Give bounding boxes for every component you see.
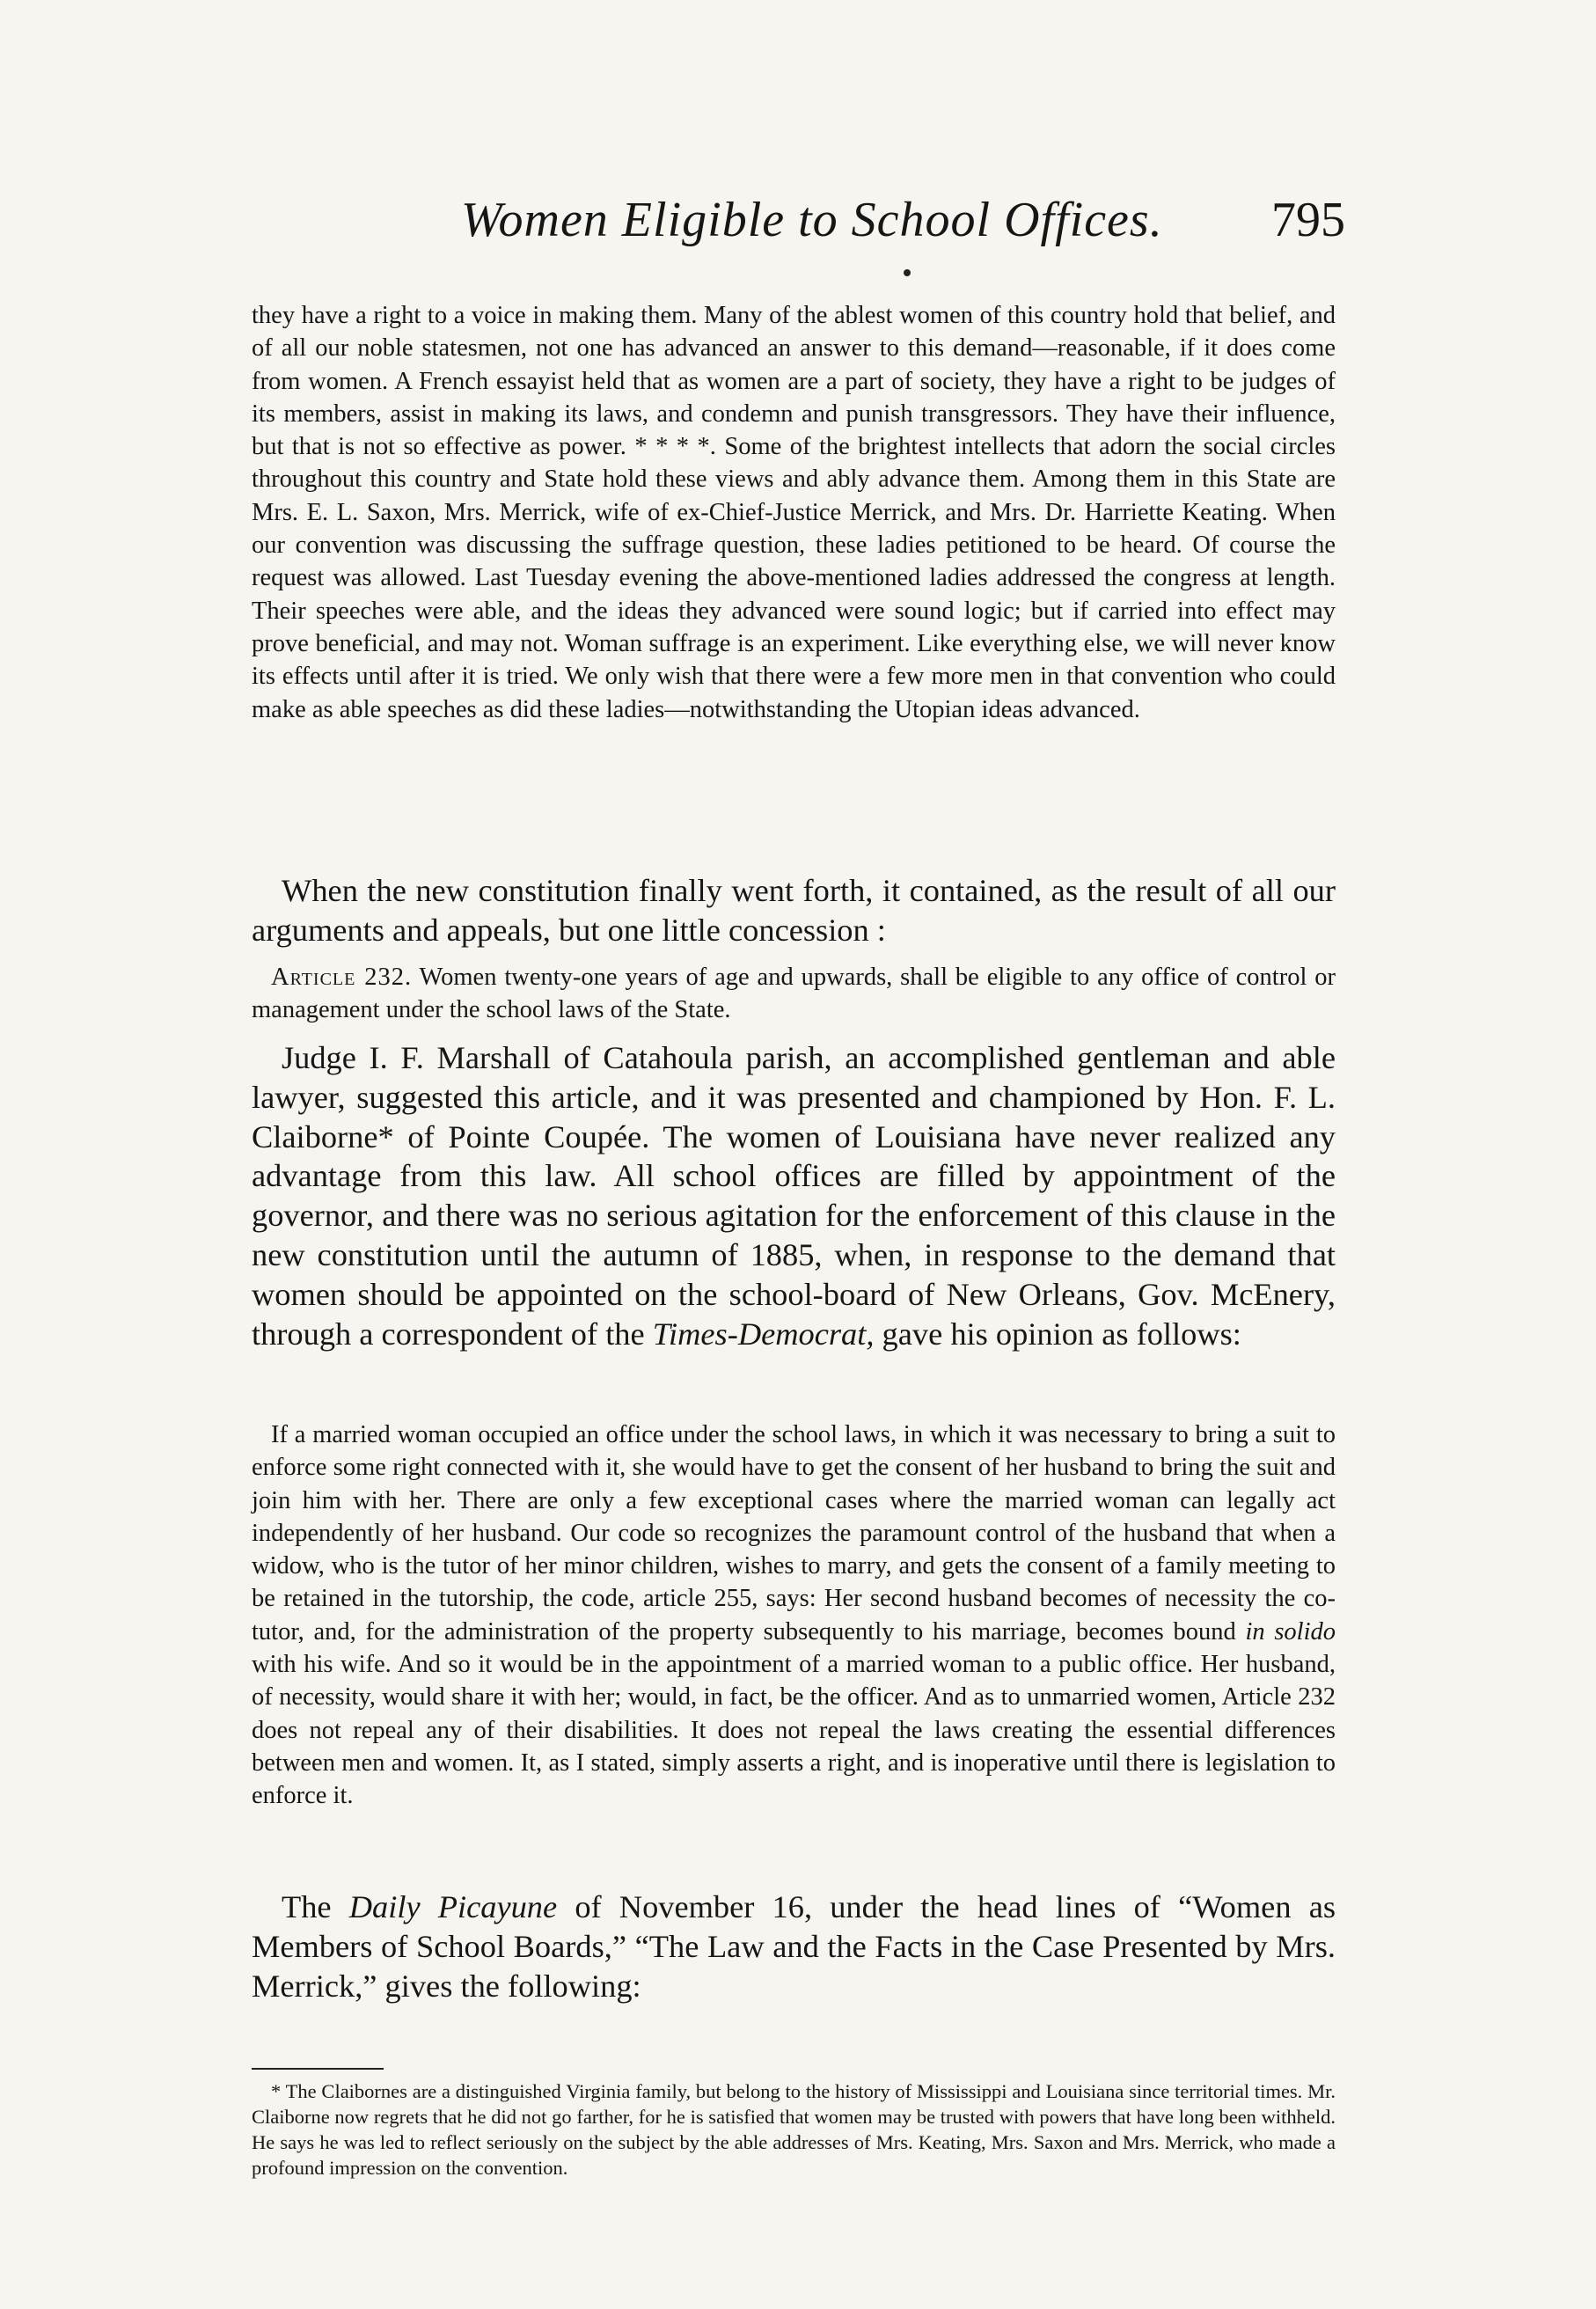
newspaper-title-times-democrat: Times-Democrat, — [652, 1316, 875, 1352]
page-number: 795 — [1271, 193, 1345, 247]
running-title: Women Eligible to School Offices. — [461, 193, 1163, 247]
text-run: Judge I. F. Marshall of Catahoula parish, an accomplished gentleman and able lawyer, suggested this article, and it was presented and championed by Hon. F. L. Claiborne* of Pointe Coupée. The women of Louisiana have never realized any advantage from this law. All school offices are filled by appointment of the governor, and there was no serious agitation for the enforcement of this clause in the new constitution until the autumn of 1885, when, in response to the demand that women should be appointed on the school-board of New Orleans, Gov. McEnery, through a correspondent of the — [252, 1040, 1336, 1352]
quote-paragraph — [252, 1418, 1336, 1813]
paragraph-text — [252, 1888, 1336, 2005]
paragraph-text — [252, 1038, 1336, 1353]
body-paragraph-concession — [252, 871, 1336, 950]
text-run: gave his opinion as follows: — [874, 1316, 1241, 1352]
quoted-newspaper-block — [252, 299, 1336, 726]
text-run: The — [282, 1889, 349, 1924]
header-dot — [904, 269, 911, 276]
latin-phrase: in solido — [1245, 1617, 1336, 1646]
footnote-divider — [252, 2068, 384, 2070]
body-paragraph-marshall — [252, 1038, 1336, 1353]
body-paragraph-picayune — [252, 1888, 1336, 2005]
article-paragraph — [252, 961, 1336, 1027]
footnote — [252, 2078, 1336, 2181]
page-header — [461, 192, 1345, 271]
text-run: with his wife. And so it would be in the appointment of a married woman to a public office. Her husband, of necessity, would share it with her; would, in fact, be the officer. And as to unmarried women, Article 232 does not repeal any of their disabilities. It does not repeal the laws creating the essential differences between men and women. It, as I stated, simply asserts a right, and is inoperative until there is legislation to enforce it. — [252, 1651, 1336, 1810]
article-label: Article 232. — [271, 964, 413, 991]
text-run: If a married woman occupied an office under the school laws, in which it was necessary to bring a suit to enforce some right connected with it, she would have to get the consent of her husband to bring the suit and join him with her. There are only a few exceptional cases where the married woman can legally act independently of her husband. Our code so recognizes the paramount control of the husband that when a widow, who is the tutor of her minor children, wishes to marry, and gets the consent of a family meeting to be retained in the tutorship, the code, article 255, says: Her second husband becomes of necessity the co-tutor, and, for the administration of the property subsequently to his marriage, becomes bound — [252, 1421, 1336, 1646]
article-text: Women twenty-one years of age and upwards, shall be eligible to any office of control or management under the school laws of the State. — [252, 964, 1336, 1024]
newspaper-title-daily-picayune: Daily Picayune — [348, 1889, 558, 1924]
paragraph-text: When the new constitution finally went forth, it contained, as the result of all our arguments and appeals, but one little concession : — [252, 873, 1336, 948]
mceneary-opinion-quote — [252, 1418, 1336, 1813]
quoted-paragraph: they have a right to a voice in making them. Many of the ablest women of this country hold that belief, and of all our noble statesmen, not one has advanced an answer to this demand—reasonable, if it does come from women. A French essayist held that as women are a part of society, they have a right to be judges of its members, assist in making its laws, and condemn and punish transgressors. They have their influence, but that is not so effective as power. * * * *. Some of the brightest intellects that adorn the social circles throughout this country and State hold these views and ably advance them. Among them in this State are Mrs. E. L. Saxon, Mrs. Merrick, wife of ex-Chief-Justice Merrick, and Mrs. Dr. Harriette Keating. When our convention was discussing the suffrage question, these ladies petitioned to be heard. Of course the request was allowed. Last Tuesday evening the above-mentioned ladies addressed the congress at length. Their speeches were able, and the ideas they advanced were sound logic; but if carried into effect may prove beneficial, and may not. Woman suffrage is an experiment. Like everything else, we will never know its effects until after it is tried. We only wish that there were a few more men in that convention who could make as able speeches as did these ladies—notwithstanding the Utopian ideas advanced. — [252, 302, 1336, 723]
footnote-text: * The Claibornes are a distinguished Virginia family, but belong to the history of Mississippi and Louisiana since territorial times. Mr. Claiborne now regrets that he did not go farther, for he is satisfied that women may be trusted with powers that have long been withheld. He says he was led to reflect seriously on the subject by the able addresses of Mrs. Keating, Mrs. Saxon and Mrs. Merrick, who made a profound impression on the convention. — [252, 2080, 1336, 2179]
text-run: of November 16, under the head lines of “Women as Members of School Boards,” “The Law and the Facts in the Case Presented by Mrs. Merrick,” gives the following: — [252, 1889, 1336, 2004]
article-quote — [252, 961, 1336, 1027]
